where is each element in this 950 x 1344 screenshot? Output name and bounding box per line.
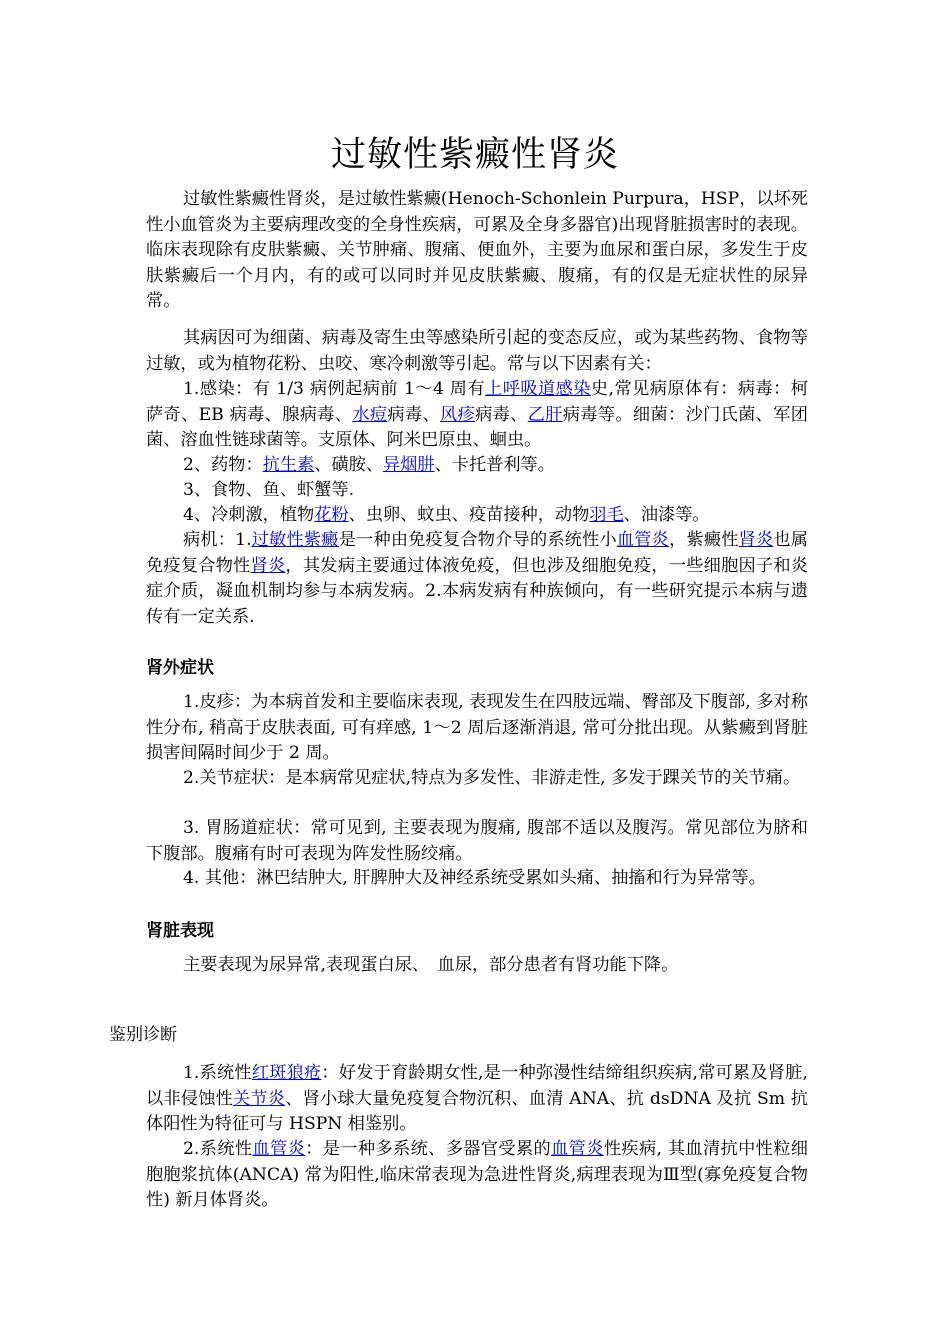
link-feathers[interactable]: 羽毛 <box>589 505 624 525</box>
cause-item-cold <box>146 503 808 529</box>
heading-extrarenal-symptoms: 肾外症状 <box>146 658 214 678</box>
cause-item-drugs-text: 2、药物： <box>183 455 263 475</box>
cause-item-infection-text: 病毒等。细菌：沙门氏菌、军团菌、溶血性链球菌等。支原体、阿米巴原虫、蛔虫。 <box>146 404 808 450</box>
cause-item-food: 3、食物、鱼、虾蟹等. <box>183 480 355 500</box>
mechanism-text: 病机：1. <box>183 530 252 550</box>
intro-paragraph: 过敏性紫癜性肾炎，是过敏性紫癜(Henoch-Schonlein Purpura，HSP，以坏死性小血管炎为主要病理改变的全身性疾病，可累及全身多器官)出现肾脏损害时的表现。临床表现除有皮肤紫癜、关节肿痛、腹痛、便血外，主要为血尿和蛋白尿，多发生于皮肤紫癜后一个月内，有的或可以同时并见皮肤紫癜、腹痛，有的仅是无症状性的尿异常。 <box>146 189 808 311</box>
diff-item-vasculitis-text: 性疾病, 其血清抗中性粒细胞胞浆抗体(ANCA) 常为阳性,临床常表现为急进性肾炎,病理表现为Ⅲ型(寡免疫复合物性) 新月体肾炎。 <box>146 1139 808 1210</box>
cause-intro-paragraph: 其病因可为细菌、病毒及寄生虫等感染所引起的变态反应，或为某些药物、食物等过敏，或为植物花粉、虫咬、寒冷刺激等引起。常与以下因素有关： <box>146 328 808 374</box>
link-allergic-purpura[interactable]: 过敏性紫癜 <box>251 530 339 550</box>
cause-item-drugs <box>146 453 808 479</box>
diff-item-lupus <box>146 1061 808 1138</box>
link-pollen[interactable]: 花粉 <box>314 505 349 525</box>
page-title: 过敏性紫癜性肾炎 <box>330 135 619 175</box>
cause-item-infection-text: 1.感染：有 1/3 病例起病前 1～4 周有 <box>183 379 486 399</box>
extrarenal-rash: 1.皮疹：为本病首发和主要临床表现, 表现发生在四肢远端、臀部及下腹部, 多对称性分布, 稍高于皮肤表面, 可有痒感, 1～2 周后逐渐消退, 常可分批出现。从紫癜到肾脏损害间隔时间少于 2 周。 <box>146 692 808 763</box>
link-lupus-erythematosus[interactable]: 红斑狼疮 <box>251 1063 322 1083</box>
link-chickenpox[interactable]: 水痘 <box>352 404 388 425</box>
extrarenal-other: 4. 其他：淋巴结肿大, 肝脾肿大及神经系统受累如头痛、抽搐和行为异常等。 <box>183 868 766 888</box>
diff-item-vasculitis <box>146 1137 808 1214</box>
cause-item-cold-text: 、虫卵、蚊虫、疫苗接种，动物 <box>348 505 590 525</box>
link-hepatitis-b[interactable]: 乙肝 <box>527 404 563 425</box>
mechanism-text: 也属免疫复合物性 <box>146 530 808 576</box>
cause-item-infection <box>146 377 808 454</box>
mechanism-text: ，其发病主要通过体液免疫，但也涉及细胞免疫，一些细胞因子和炎症介质，凝血机制均参与本病发病。2.本病发病有种族倾向，有一些研究提示本病与遗传有一定关系. <box>146 555 808 627</box>
cause-item-cold-text: 、油漆等。 <box>623 505 710 525</box>
diff-item-vasculitis-text: 2.系统性 <box>183 1139 253 1159</box>
link-isoniazid[interactable]: 异烟肼 <box>383 455 435 475</box>
link-antibiotics[interactable]: 抗生素 <box>262 455 315 475</box>
mechanism-text: 是一种由免疫复合物介导的系统性小 <box>338 530 617 550</box>
link-upper-respiratory-infection[interactable]: 上呼吸道感染 <box>485 379 591 399</box>
link-arthritis[interactable]: 关节炎 <box>233 1088 286 1109</box>
mechanism-text: ，紫癜性 <box>669 530 739 550</box>
cause-item-infection-text: 史,常见病原体有：病毒：柯萨奇、EB 病毒、腺病毒、 <box>146 379 808 425</box>
link-nephritis[interactable]: 肾炎 <box>250 555 286 576</box>
cause-item-infection-text: 病毒、 <box>387 404 441 425</box>
diff-item-lupus-text: 、肾小球大量免疫复合物沉积、血清 ANA、抗 dsDNA 及抗 Sm 抗体阳性为特征可与 HSPN 相鉴别。 <box>146 1088 808 1134</box>
renal-paragraph: 主要表现为尿异常,表现蛋白尿、 血尿，部分患者有肾功能下降。 <box>183 955 679 975</box>
link-rubella[interactable]: 风疹 <box>440 404 476 425</box>
cause-item-drugs-text: 、卡托普利等。 <box>434 455 555 475</box>
link-nephritis[interactable]: 肾炎 <box>738 530 774 550</box>
cause-item-drugs-text: 、磺胺、 <box>314 455 384 475</box>
heading-renal-manifestations: 肾脏表现 <box>146 921 214 941</box>
diff-item-lupus-text: 1.系统性 <box>183 1063 252 1083</box>
link-vasculitis[interactable]: 血管炎 <box>551 1139 604 1159</box>
diff-item-lupus-text: ：好发于育龄期女性,是一种弥漫性结缔组织疾病,常可累及肾脏,以非侵蚀性 <box>146 1063 808 1109</box>
diff-item-vasculitis-text: ：是一种多系统、多器官受累的 <box>305 1139 552 1159</box>
extrarenal-joint: 2.关节症状：是本病常见症状,特点为多发性、非游走性, 多发于踝关节的关节痛。 <box>183 768 801 788</box>
extrarenal-gi: 3. 胃肠道症状：常可见到, 主要表现为腹痛, 腹部不适以及腹泻。常见部位为脐和下腹部。腹痛有时可表现为阵发性肠绞痛。 <box>146 818 808 864</box>
mechanism-paragraph <box>146 528 808 630</box>
link-vasculitis[interactable]: 血管炎 <box>252 1139 306 1159</box>
link-vasculitis[interactable]: 血管炎 <box>616 530 670 550</box>
heading-differential-diagnosis: 鉴别诊断 <box>109 1025 177 1045</box>
cause-item-cold-text: 4、冷刺激，植物 <box>183 505 315 525</box>
cause-item-infection-text: 病毒、 <box>475 404 528 425</box>
